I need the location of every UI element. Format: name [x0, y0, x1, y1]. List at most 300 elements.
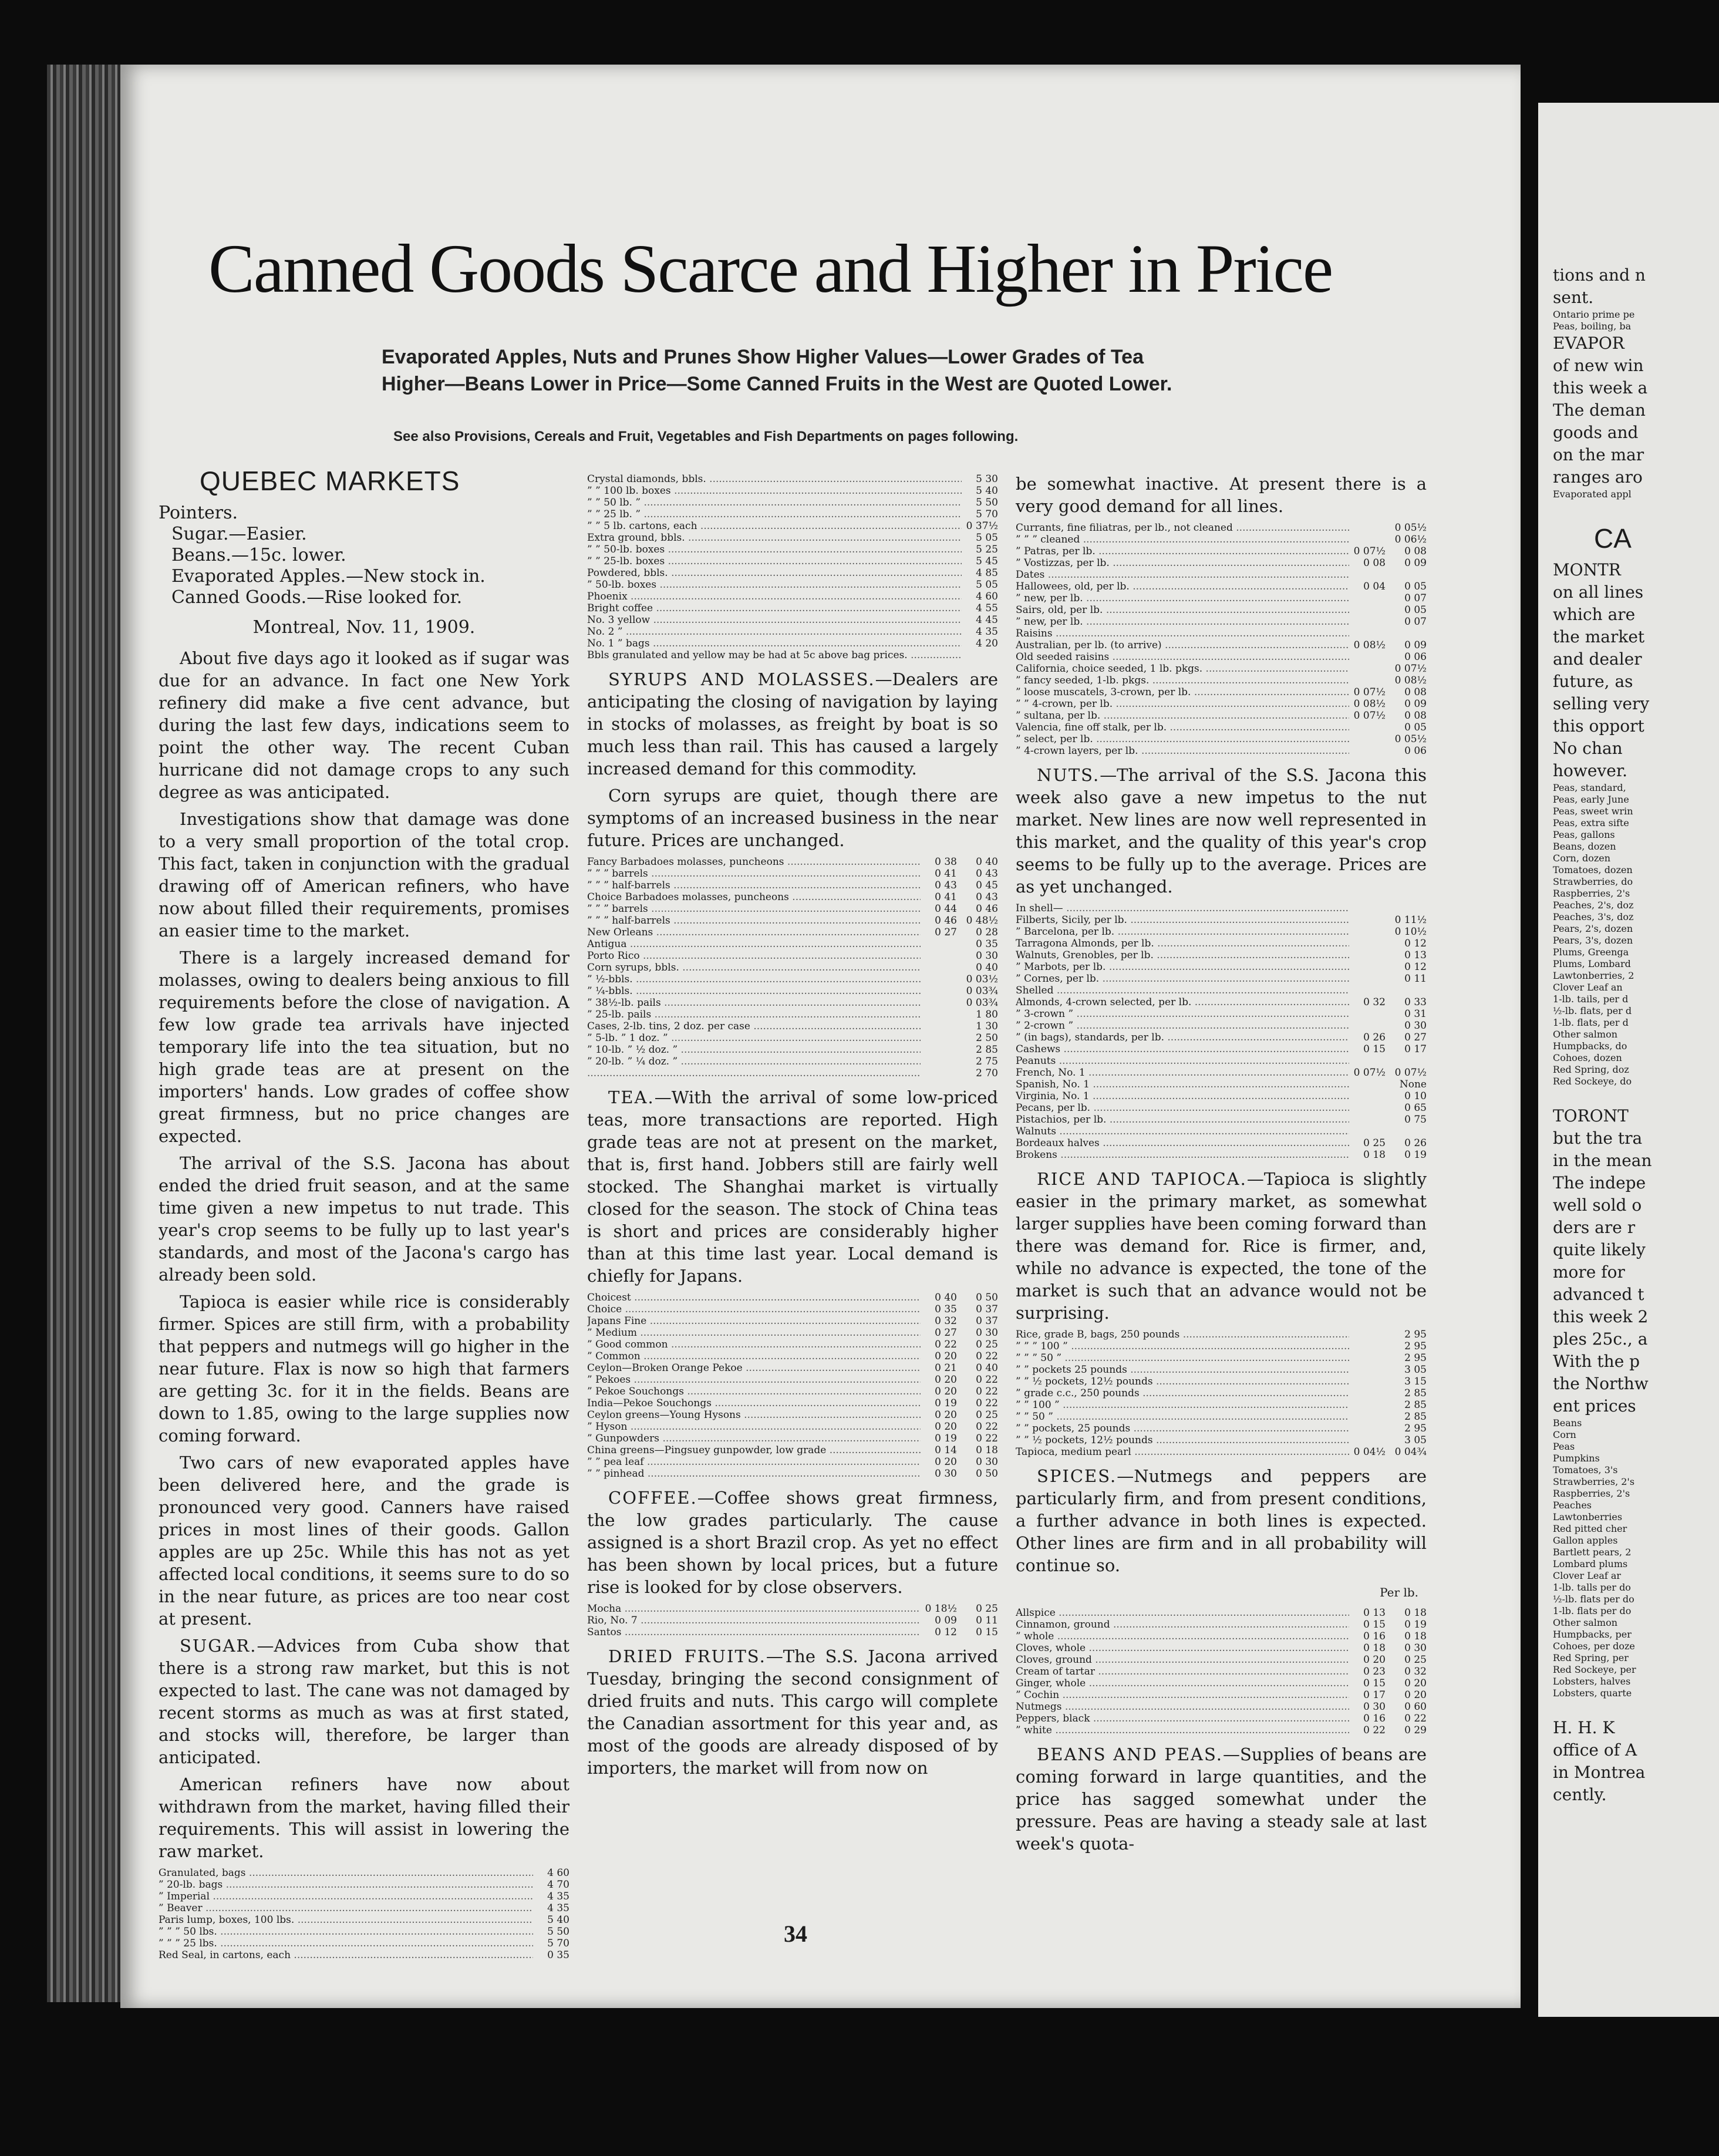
price-row — [1016, 1631, 1427, 1642]
price-high: 0 43 — [976, 868, 998, 880]
price-low: 0 35 — [935, 1303, 957, 1315]
np-small: Peas, early June — [1553, 794, 1629, 805]
np-small: Other salmon — [1553, 1617, 1618, 1628]
price-high — [1386, 985, 1427, 996]
price-label: Bright coffee ..... — [587, 602, 962, 614]
np-small: Evaporated appl — [1553, 489, 1632, 500]
price-label: ” ” 50 lb. ” ..... — [587, 497, 962, 508]
price-high: 0 50 — [976, 1292, 998, 1303]
price-row — [1016, 938, 1427, 949]
price-row — [587, 649, 998, 661]
price-low: 5 40 — [547, 1914, 569, 1926]
price-label: ” 4-crown layers, per lb. ..... — [1016, 745, 1349, 757]
price-high: 0 45 — [976, 880, 998, 891]
price-high: 0 19 — [1404, 1149, 1427, 1161]
price-low: 5 05 — [976, 579, 998, 591]
price-label: Santos ..... — [587, 1626, 921, 1638]
price-label: Currants, fine filiatras, per lb., not cleaned ..... — [1016, 522, 1349, 534]
price-high: 0 25 — [976, 1603, 998, 1615]
column-3 — [1016, 473, 1427, 1859]
price-high: 2 70 — [976, 1067, 998, 1079]
price-low: 0 07½ — [1353, 686, 1386, 698]
price-low — [1349, 1364, 1386, 1376]
np-line: MONTR — [1553, 560, 1621, 580]
price-low: 0 20 — [935, 1374, 957, 1386]
price-low: 4 35 — [547, 1902, 569, 1914]
np-line: on all lines — [1553, 582, 1644, 602]
paragraph: About five days ago it looked as if sugar was due for an advance. In fact one New York refinery did make a five cent advance, but during the last few days, indications seem to point the other way. The recent Cuban hurricane did not damage crops to any such degree as was anticipated. — [159, 648, 569, 802]
price-label: Sairs, old, per lb. ..... — [1016, 604, 1349, 616]
np-line: quite likely — [1553, 1240, 1646, 1259]
price-row — [587, 868, 998, 880]
price-label: Red Seal, in cartons, each ..... — [159, 1949, 533, 1961]
price-row — [587, 1044, 998, 1056]
price-label: ” 20-lb. bags ..... — [159, 1879, 533, 1891]
price-label: ” Cochin ..... — [1016, 1689, 1349, 1701]
price-row — [587, 555, 998, 567]
price-label: ” Medium ..... — [587, 1327, 921, 1339]
price-row — [1016, 1020, 1427, 1032]
price-high: 0 03¾ — [966, 985, 998, 997]
price-low: 0 08½ — [1353, 639, 1386, 651]
np-small: Peaches, 3's, doz — [1553, 911, 1634, 922]
price-label: ” Common ..... — [587, 1350, 921, 1362]
price-label: Shelled ..... — [1016, 985, 1349, 996]
price-high: 0 09 — [1404, 557, 1427, 569]
price-low — [1349, 1387, 1386, 1399]
price-label: ” ” pinhead ..... — [587, 1468, 921, 1480]
price-low: 0 46 — [935, 915, 957, 927]
price-label: Cream of tartar ..... — [1016, 1666, 1349, 1677]
price-high: 0 22 — [1404, 1713, 1427, 1724]
price-low: 4 45 — [976, 614, 998, 626]
dried-fruits-heading: DRIED FRUITS. — [608, 1646, 766, 1666]
price-high: 0 22 — [976, 1350, 998, 1362]
coffee-text: —Coffee shows great firmness, the low grades particularly. The cause assigned is a short Brazil crop. As yet no effect has been shown by local prices, but a future rise is looked for by close observers. — [587, 1488, 998, 1597]
price-row — [587, 997, 998, 1009]
price-low: 4 85 — [976, 567, 998, 579]
price-row — [587, 473, 998, 485]
price-low — [1349, 926, 1386, 938]
np-small: Beans — [1553, 1417, 1582, 1429]
price-row — [159, 1926, 569, 1938]
price-row — [587, 1409, 998, 1421]
price-low — [1349, 1055, 1386, 1067]
paragraph: The arrival of the S.S. Jacona has about ended the dried fruit season, and at the same time given a new impetus to nut trade. This year's crop seems to be fully up to last year's standards, and most of the Jacona's cargo has already been sold. — [159, 1153, 569, 1285]
price-high: 1 30 — [976, 1020, 998, 1032]
price-low — [1349, 1102, 1386, 1114]
price-row — [1016, 1446, 1427, 1458]
price-low: 4 20 — [976, 638, 998, 649]
np-line: cently. — [1553, 1785, 1607, 1804]
np-line: office of A — [1553, 1740, 1637, 1760]
price-label: ” ” pea leaf ..... — [587, 1456, 921, 1468]
price-low: 0 37½ — [966, 520, 998, 532]
price-high: 3 05 — [1404, 1434, 1427, 1446]
np-line: selling very — [1553, 694, 1650, 713]
price-row — [1016, 1329, 1427, 1340]
price-low: 5 45 — [976, 555, 998, 567]
price-low: 4 35 — [976, 626, 998, 638]
price-row — [1016, 710, 1427, 722]
price-row — [587, 903, 998, 915]
price-row — [1016, 651, 1427, 663]
np-small: Gallon apples — [1553, 1535, 1618, 1546]
price-row — [587, 962, 998, 973]
np-small: Peas, gallons — [1553, 829, 1615, 840]
price-row — [1016, 722, 1427, 733]
np-line: ent prices — [1553, 1396, 1636, 1416]
price-low: 0 30 — [1363, 1701, 1386, 1713]
price-row — [1016, 604, 1427, 616]
np-small: Bartlett pears, 2 — [1553, 1547, 1632, 1558]
price-label: ” Hyson ..... — [587, 1421, 921, 1433]
price-row — [587, 497, 998, 508]
price-label: India—Pekoe Souchongs ..... — [587, 1397, 921, 1409]
price-row — [587, 1056, 998, 1067]
price-high — [1386, 628, 1427, 639]
np-line: tions and n — [1553, 265, 1646, 285]
price-low — [1349, 651, 1386, 663]
np-line: however. — [1553, 761, 1628, 780]
price-label: ” ” ” 50 ” ..... — [1016, 1352, 1349, 1364]
newspaper-page — [120, 65, 1521, 2008]
np-small: Strawberries, 2's — [1553, 1476, 1635, 1487]
price-low: 0 20 — [935, 1350, 957, 1362]
price-high: 0 33 — [1404, 996, 1427, 1008]
price-row — [1016, 1713, 1427, 1724]
np-small: Humpbacks, per — [1553, 1629, 1632, 1640]
price-label: Ceylon—Broken Orange Pekoe ..... — [587, 1362, 921, 1374]
np-small: 1-lb. flats per do — [1553, 1605, 1632, 1616]
price-high: 0 22 — [976, 1421, 998, 1433]
price-row — [159, 1949, 569, 1961]
price-low: 4 60 — [976, 591, 998, 602]
np-small: Peas, extra sifte — [1553, 817, 1629, 828]
np-small: Clover Leaf an — [1553, 982, 1623, 993]
price-label: Ginger, whole ..... — [1016, 1677, 1349, 1689]
price-label: Powdered, bbls. ..... — [587, 567, 962, 579]
price-label: ” new, per lb. ..... — [1016, 616, 1349, 628]
price-high: 0 30 — [1404, 1642, 1427, 1654]
price-row — [159, 1891, 569, 1902]
np-small: Red Spring, per — [1553, 1652, 1629, 1663]
np-line: sent. — [1553, 288, 1594, 307]
price-row — [159, 1902, 569, 1914]
paragraph: be somewhat inactive. At present there is a very good demand for all lines. — [1016, 474, 1427, 516]
price-high: 0 27 — [1404, 1032, 1427, 1043]
price-row — [1016, 745, 1427, 757]
price-label: Antigua ..... — [587, 938, 921, 950]
price-high: 0 31 — [1404, 1008, 1427, 1020]
price-row — [587, 1327, 998, 1339]
price-row — [1016, 926, 1427, 938]
price-low: 0 20 — [1363, 1654, 1386, 1666]
np-line: The deman — [1553, 400, 1646, 420]
price-label: Virginia, No. 1 ..... — [1016, 1090, 1349, 1102]
price-low — [1349, 616, 1386, 628]
price-row — [1016, 1376, 1427, 1387]
np-small: Plums, Greenga — [1553, 946, 1629, 958]
price-high: 0 30 — [976, 950, 998, 962]
price-low: 4 55 — [976, 602, 998, 614]
price-label: French, No. 1 ..... — [1016, 1067, 1349, 1079]
price-low — [921, 985, 957, 997]
np-small: Pears, 3's, dozen — [1553, 935, 1633, 946]
price-high: 0 22 — [976, 1433, 998, 1444]
np-small: Corn — [1553, 1429, 1576, 1440]
price-low — [1349, 985, 1386, 996]
rice-text: —Tapioca is slightly easier in the primary market, as somewhat larger supplies have been coming forward than there was demand for. Rice is firmer, and, while no advance is expected, the tone of the market is such that an advance would not be surprising. — [1016, 1169, 1427, 1323]
coffee-heading: COFFEE. — [608, 1488, 697, 1508]
price-label: Bbls granulated and yellow may be had at 5c above bag prices. ..... — [587, 649, 962, 661]
price-row — [587, 626, 998, 638]
price-low: 0 20 — [935, 1409, 957, 1421]
price-low — [921, 1056, 957, 1067]
price-high: 0 19 — [1404, 1619, 1427, 1631]
price-label: ” ½-bbls. ..... — [587, 973, 921, 985]
price-row — [1016, 1340, 1427, 1352]
price-low — [1349, 1340, 1386, 1352]
price-high: 1 80 — [976, 1009, 998, 1020]
price-row — [587, 544, 998, 555]
price-row — [587, 1292, 998, 1303]
price-label: Cashews ..... — [1016, 1043, 1349, 1055]
price-low: 5 50 — [547, 1926, 569, 1938]
price-row — [587, 1468, 998, 1480]
np-line: this opport — [1553, 716, 1644, 736]
price-low: 5 30 — [976, 473, 998, 485]
price-high: 0 25 — [976, 1409, 998, 1421]
price-low: 0 09 — [935, 1615, 957, 1626]
tea-heading: TEA. — [608, 1087, 655, 1107]
price-low — [1349, 675, 1386, 686]
price-row — [587, 1067, 998, 1079]
price-row — [1016, 1067, 1427, 1079]
price-label: ” ” ” cleaned ..... — [1016, 534, 1349, 545]
np-small: Peas, sweet wrin — [1553, 806, 1633, 817]
price-low — [1349, 1020, 1386, 1032]
price-label: ” ” 4-crown, per lb. ..... — [1016, 698, 1349, 710]
price-row — [1016, 663, 1427, 675]
price-label: ” 20-lb. ” ¼ doz. ” ..... — [587, 1056, 921, 1067]
price-high: 0 05½ — [1394, 522, 1427, 534]
np-small: Clover Leaf ar — [1553, 1570, 1622, 1581]
price-label: Porto Rico ..... — [587, 950, 921, 962]
rice-paragraph — [1016, 1168, 1427, 1324]
price-low — [1349, 1411, 1386, 1423]
price-high: 0 10½ — [1394, 926, 1427, 938]
price-row — [1016, 592, 1427, 604]
price-row — [1016, 1387, 1427, 1399]
np-small: 1-lb. tails, per d — [1553, 993, 1629, 1005]
price-label: ” Imperial ..... — [159, 1891, 533, 1902]
price-low — [921, 1067, 957, 1079]
price-label: Dates ..... — [1016, 569, 1349, 581]
np-small: Red pitted cher — [1553, 1523, 1627, 1534]
price-low — [921, 1032, 957, 1044]
price-label: Walnuts, Grenobles, per lb. ..... — [1016, 949, 1349, 961]
price-low — [1349, 1376, 1386, 1387]
price-row — [1016, 1642, 1427, 1654]
price-low — [1349, 961, 1386, 973]
price-low: 0 23 — [1363, 1666, 1386, 1677]
price-label: Choicest ..... — [587, 1292, 921, 1303]
price-row — [587, 1009, 998, 1020]
price-row — [1016, 949, 1427, 961]
price-high: 0 50 — [976, 1468, 998, 1480]
price-row — [587, 1433, 998, 1444]
price-row — [587, 579, 998, 591]
price-low: 0 15 — [1363, 1677, 1386, 1689]
np-small: Cohoes, dozen — [1553, 1052, 1622, 1063]
price-low — [921, 1009, 957, 1020]
price-label: ” ” 50 ” ..... — [1016, 1411, 1349, 1423]
price-label: ” 38½-lb. pails ..... — [587, 997, 921, 1009]
np-price-list — [1553, 782, 1719, 1087]
book-page-edges — [47, 65, 123, 2002]
price-low — [1349, 1114, 1386, 1126]
price-high — [1386, 1055, 1427, 1067]
np-line: With the p — [1553, 1352, 1640, 1371]
price-low: 0 04 — [1363, 581, 1386, 592]
price-low — [1349, 1352, 1386, 1364]
price-low — [962, 649, 998, 661]
price-high: 0 40 — [976, 1362, 998, 1374]
price-low — [1349, 1434, 1386, 1446]
price-row — [159, 1914, 569, 1926]
price-high: 0 11 — [1404, 973, 1427, 985]
np-line: well sold o — [1553, 1195, 1642, 1215]
np-small: 1-lb. flats, per d — [1553, 1017, 1629, 1028]
price-label: California, choice seeded, 1 lb. pkgs. ..... — [1016, 663, 1349, 675]
price-label: Paris lump, boxes, 100 lbs. ..... — [159, 1914, 533, 1926]
price-low — [1349, 1126, 1386, 1137]
price-high: 0 18 — [976, 1444, 998, 1456]
np-line: this week 2 — [1553, 1307, 1649, 1326]
price-row — [1016, 557, 1427, 569]
price-row — [1016, 1411, 1427, 1423]
np-small: Red Sockeye, do — [1553, 1076, 1632, 1087]
price-label: ” ” ” half-barrels ..... — [587, 915, 921, 927]
np-small: ½-lb. flats per do — [1553, 1594, 1634, 1605]
price-high: 2 75 — [976, 1056, 998, 1067]
paragraph: American refiners have now about withdrawn from the market, having filled their requirements. This will assist in lowering the raw market. — [159, 1774, 569, 1861]
price-label: ” ” ½ pockets, 12½ pounds ..... — [1016, 1376, 1349, 1387]
paragraph: Tapioca is easier while rice is considerably firmer. Spices are still firm, with a probability that peppers and nutmegs will go higher in the near future. Flax is now so high that farmers are getting 3c. for it in the fields. Beans are down to 1.85, owing to the large supplies now coming forward. — [159, 1292, 569, 1446]
price-label: Tarragona Almonds, per lb. ..... — [1016, 938, 1349, 949]
np-small: Peaches — [1553, 1500, 1592, 1511]
price-label: ” ” 5 lb. cartons, each ..... — [587, 520, 962, 532]
price-high: 0 15 — [976, 1626, 998, 1638]
price-label: ” ” 25 lb. ” ..... — [587, 508, 962, 520]
price-high: 0 09 — [1404, 698, 1427, 710]
price-row — [159, 1867, 569, 1879]
price-row — [587, 1315, 998, 1327]
price-row — [587, 891, 998, 903]
price-label: ” Vostizzas, per lb. ..... — [1016, 557, 1349, 569]
np-line: in Montrea — [1553, 1763, 1646, 1782]
price-low: 0 32 — [1363, 996, 1386, 1008]
price-high: 0 05 — [1404, 604, 1427, 616]
price-label: ” grade c.c., 250 pounds ..... — [1016, 1387, 1349, 1399]
price-high: 0 26 — [1404, 1137, 1427, 1149]
nuts-price-table — [1016, 902, 1427, 1161]
price-row — [587, 1362, 998, 1374]
tea-text: —With the arrival of some low-priced teas, more transactions are reported. High grade teas are not at present on the market, that is, first hand. Jobbers still are fairly well stocked. The Shanghai market is virtually closed for the season. The stock of China teas is short and prices are considerably higher than at this time last year. Local demand is chiefly for Japans. — [587, 1087, 998, 1286]
price-label: ” ¼-bbls. ..... — [587, 985, 921, 997]
np-line: of new win — [1553, 356, 1644, 375]
price-low: 0 27 — [935, 1327, 957, 1339]
price-row — [587, 985, 998, 997]
price-row — [1016, 686, 1427, 698]
price-label: Rio, No. 7 ..... — [587, 1615, 921, 1626]
price-low — [1349, 1079, 1386, 1090]
price-low: 0 22 — [935, 1339, 957, 1350]
price-row — [159, 1879, 569, 1891]
np-small: Red Spring, doz — [1553, 1064, 1629, 1075]
price-label: ” ” 100 ” ..... — [1016, 1399, 1349, 1411]
price-low — [921, 962, 957, 973]
price-low: 0 19 — [935, 1397, 957, 1409]
price-row — [587, 880, 998, 891]
price-high: 0 18 — [1404, 1631, 1427, 1642]
np-small: Pumpkins — [1553, 1453, 1600, 1464]
price-low: 0 08½ — [1353, 698, 1386, 710]
price-row — [587, 1386, 998, 1397]
spices-price-table — [1016, 1607, 1427, 1736]
price-label: ” ” ” 100 ” ..... — [1016, 1340, 1349, 1352]
page-number: 34 — [784, 1921, 807, 1947]
price-label: Old seeded raisins ..... — [1016, 651, 1349, 663]
beans-text: —Supplies of beans are coming forward in large quantities, and the price has sagged somewhat under the pressure. Peas are having a steady sale at last week's quota- — [1016, 1744, 1427, 1854]
price-label: ” ” 25-lb. boxes ..... — [587, 555, 962, 567]
price-label: ” 25-lb. pails ..... — [587, 1009, 921, 1020]
price-high: 0 07½ — [1394, 1067, 1427, 1079]
price-row — [1016, 914, 1427, 926]
price-high: 0 32 — [1404, 1666, 1427, 1677]
np-heading: EVAPOR — [1553, 333, 1624, 353]
price-low: 0 18 — [1363, 1642, 1386, 1654]
price-low: 0 38 — [935, 856, 957, 868]
np-small: Red Sockeye, per — [1553, 1664, 1636, 1675]
price-row — [1016, 534, 1427, 545]
np-line: future, as — [1553, 672, 1633, 691]
price-low: 0 25 — [1363, 1137, 1386, 1149]
price-label: ” ” 50-lb. boxes ..... — [587, 544, 962, 555]
np-line: but the tra — [1553, 1128, 1643, 1148]
np-small: Tomatoes, dozen — [1553, 864, 1633, 875]
price-label: ” ” ½ pockets, 12½ pounds ..... — [1016, 1434, 1349, 1446]
price-low: 0 14 — [935, 1444, 957, 1456]
price-high: 2 50 — [976, 1032, 998, 1044]
np-small: Lawtonberries, 2 — [1553, 970, 1634, 981]
price-label: Tapioca, medium pearl ..... — [1016, 1446, 1349, 1458]
np-small: Humpbacks, do — [1553, 1040, 1627, 1052]
price-low — [1349, 1008, 1386, 1020]
np-line: on the mar — [1553, 445, 1644, 464]
pointer-item: Canned Goods.—Rise looked for. — [171, 587, 463, 608]
sugar-price-table-continued — [587, 473, 998, 661]
price-high: 0 07 — [1404, 616, 1427, 628]
price-low — [1349, 914, 1386, 926]
price-low: 0 20 — [935, 1456, 957, 1468]
price-row — [1016, 1008, 1427, 1020]
price-row — [1016, 628, 1427, 639]
price-high: 0 20 — [1404, 1689, 1427, 1701]
price-label: Japans Fine ..... — [587, 1315, 921, 1327]
price-row — [1016, 1654, 1427, 1666]
